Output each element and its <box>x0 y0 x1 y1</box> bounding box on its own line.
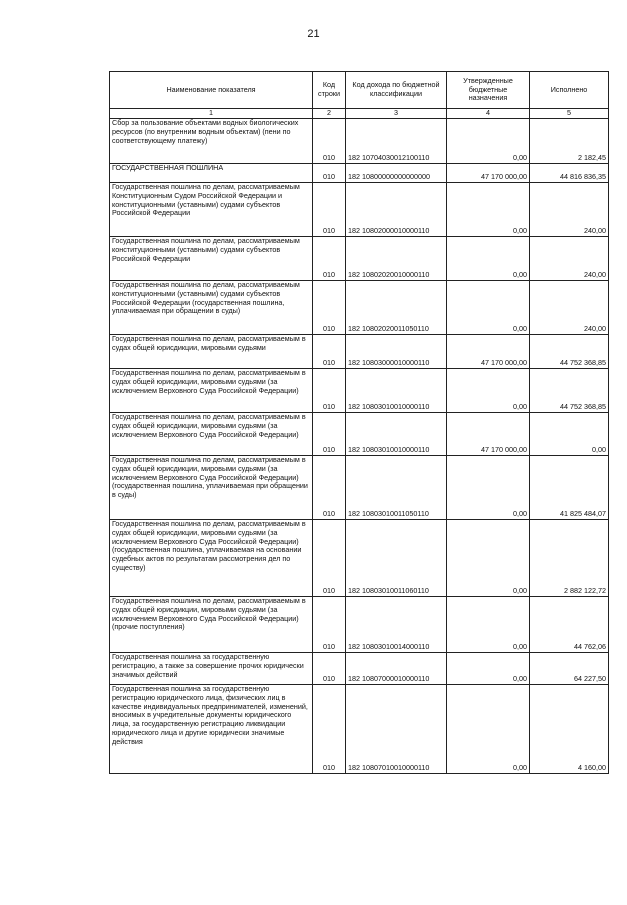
row-executed: 240,00 <box>530 281 609 335</box>
row-name: Государственная пошлина по делам, рассматриваемым конституционными (уставными) судами субъектов Российской Федерации (государственная пошлина, уплачиваемая при обращении в суды) <box>110 281 313 335</box>
row-planned: 0,00 <box>447 520 530 597</box>
row-name: Государственная пошлина по делам, рассматриваемым Конституционным Судом Российской Федерации и конституционными (уставными) судами субъектов Российской Федерации <box>110 183 313 237</box>
row-kbk: 182 10803010011060110 <box>346 520 447 597</box>
row-kbk: 182 10807000010000110 <box>346 653 447 685</box>
row-executed: 64 227,50 <box>530 653 609 685</box>
column-number: 1 <box>110 109 313 119</box>
row-planned: 0,00 <box>447 237 530 281</box>
row-kbk: 182 10803010011050110 <box>346 456 447 520</box>
row-planned: 0,00 <box>447 456 530 520</box>
row-name: Государственная пошлина за государственную регистрацию юридического лица, физических лиц в качестве индивидуальных предпринимателей, изменений, вносимых в учредительные документы юридического лица, за государственную регистрацию ликвидации юридического лица и другие юридически значимые действия <box>110 685 313 774</box>
table-row <box>110 164 609 183</box>
row-line-code: 010 <box>313 685 346 774</box>
row-line-code: 010 <box>313 164 346 183</box>
header-kbk: Код дохода по бюджетной классификации <box>346 72 447 109</box>
table-row <box>110 237 609 281</box>
row-name: Государственная пошлина по делам, рассматриваемым в судах общей юрисдикции, мировыми судьями (за исключением Верховного Суда Российской Федерации) (прочие поступления) <box>110 597 313 653</box>
row-kbk: 182 10807010010000110 <box>346 685 447 774</box>
table-row <box>110 183 609 237</box>
revenue-table <box>109 71 609 774</box>
table-row <box>110 653 609 685</box>
table-row <box>110 119 609 164</box>
row-planned: 47 170 000,00 <box>447 164 530 183</box>
row-planned: 47 170 000,00 <box>447 413 530 456</box>
table-row <box>110 597 609 653</box>
row-executed: 240,00 <box>530 183 609 237</box>
row-kbk: 182 10802020010000110 <box>346 237 447 281</box>
row-kbk: 182 10704030012100110 <box>346 119 447 164</box>
row-executed: 2 182,45 <box>530 119 609 164</box>
row-executed: 44 762,06 <box>530 597 609 653</box>
table-row <box>110 369 609 413</box>
row-name: Государственная пошлина за государственную регистрацию, а также за совершение прочих юридически значимых действий <box>110 653 313 685</box>
row-executed: 0,00 <box>530 413 609 456</box>
header-line-code: Код строки <box>313 72 346 109</box>
row-executed: 44 752 368,85 <box>530 369 609 413</box>
row-executed: 41 825 484,07 <box>530 456 609 520</box>
row-line-code: 010 <box>313 183 346 237</box>
row-kbk: 182 10802000010000110 <box>346 183 447 237</box>
row-kbk: 182 10803010010000110 <box>346 369 447 413</box>
page-number: 21 <box>307 28 320 40</box>
row-line-code: 010 <box>313 119 346 164</box>
column-number-row <box>110 109 609 119</box>
table-row <box>110 685 609 774</box>
header-name: Наименование показателя <box>110 72 313 109</box>
row-line-code: 010 <box>313 413 346 456</box>
table-row <box>110 281 609 335</box>
row-name: Государственная пошлина по делам, рассматриваемым в судах общей юрисдикции, мировыми судьями (за исключением Верховного Суда Российской Федерации) (государственная пошлина, уплачиваемая на основании судебных актов по результатам рассмотрения дел по существу) <box>110 520 313 597</box>
header-executed: Исполнено <box>530 72 609 109</box>
row-line-code: 010 <box>313 456 346 520</box>
row-planned: 0,00 <box>447 653 530 685</box>
row-executed: 240,00 <box>530 237 609 281</box>
row-name: Государственная пошлина по делам, рассматриваемым в судах общей юрисдикции, мировыми судьями (за исключением Верховного Суда Российской Федерации) <box>110 413 313 456</box>
row-executed: 44 816 836,35 <box>530 164 609 183</box>
table-row <box>110 335 609 369</box>
row-kbk: 182 10803000010000110 <box>346 335 447 369</box>
row-planned: 0,00 <box>447 281 530 335</box>
column-number: 4 <box>447 109 530 119</box>
row-kbk: 182 10803010014000110 <box>346 597 447 653</box>
row-planned: 0,00 <box>447 369 530 413</box>
column-number: 3 <box>346 109 447 119</box>
row-planned: 0,00 <box>447 597 530 653</box>
row-kbk: 182 10803010010000110 <box>346 413 447 456</box>
row-line-code: 010 <box>313 281 346 335</box>
row-executed: 44 752 368,85 <box>530 335 609 369</box>
table-row <box>110 520 609 597</box>
row-name: Государственная пошлина по делам, рассматриваемым в судах общей юрисдикции, мировыми судьями <box>110 335 313 369</box>
column-number: 2 <box>313 109 346 119</box>
row-name: Сбор за пользование объектами водных биологических ресурсов (по внутренним водным объектам) (пени по соответствующему платежу) <box>110 119 313 164</box>
column-number: 5 <box>530 109 609 119</box>
row-line-code: 010 <box>313 369 346 413</box>
row-kbk: 182 10800000000000000 <box>346 164 447 183</box>
row-planned: 0,00 <box>447 685 530 774</box>
row-line-code: 010 <box>313 653 346 685</box>
row-name: ГОСУДАРСТВЕННАЯ ПОШЛИНА <box>110 164 313 183</box>
header-row <box>110 72 609 109</box>
row-line-code: 010 <box>313 597 346 653</box>
table-row <box>110 456 609 520</box>
row-executed: 4 160,00 <box>530 685 609 774</box>
row-name: Государственная пошлина по делам, рассматриваемым в судах общей юрисдикции, мировыми судьями (за исключением Верховного Суда Российской Федерации) (государственная пошлина, уплачиваемая при обращении в суды) <box>110 456 313 520</box>
row-name: Государственная пошлина по делам, рассматриваемым в судах общей юрисдикции, мировыми судьями (за исключением Верховного Суда Российской Федерации) <box>110 369 313 413</box>
row-name: Государственная пошлина по делам, рассматриваемым конституционными (уставными) судами субъектов Российской Федерации <box>110 237 313 281</box>
row-executed: 2 882 122,72 <box>530 520 609 597</box>
row-planned: 0,00 <box>447 183 530 237</box>
row-line-code: 010 <box>313 335 346 369</box>
row-line-code: 010 <box>313 237 346 281</box>
table-row <box>110 413 609 456</box>
row-planned: 0,00 <box>447 119 530 164</box>
header-planned: Утвержденные бюджетные назначения <box>447 72 530 109</box>
row-planned: 47 170 000,00 <box>447 335 530 369</box>
row-kbk: 182 10802020011050110 <box>346 281 447 335</box>
row-line-code: 010 <box>313 520 346 597</box>
